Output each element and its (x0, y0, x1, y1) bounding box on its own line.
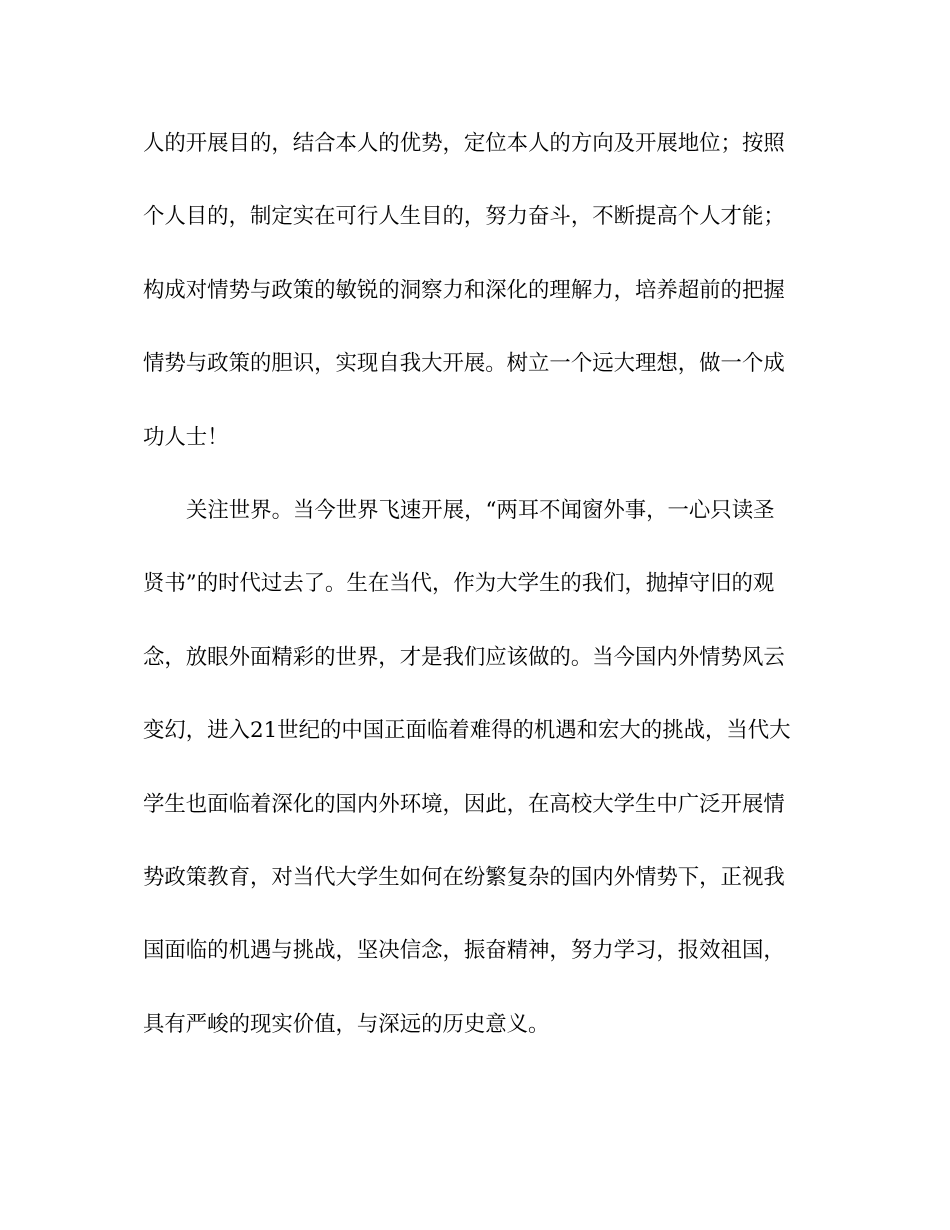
text-line: 构成对情势与政策的敏锐的洞察力和深化的理解力，培养超前的把握 (143, 277, 785, 303)
text-line: 情势与政策的胆识，实现自我大开展。树立一个远大理想，做一个成 (143, 351, 785, 377)
paragraph-2 (143, 483, 808, 1070)
text-line: 念，放眼外面精彩的世界，才是我们应该做的。当今国内外情势风云 (143, 644, 785, 670)
paragraph-1 (143, 116, 808, 483)
text-line: 贤书”的时代过去了。生在当代，作为大学生的我们，抛掉守旧的观 (143, 571, 775, 597)
text-line: 关注世界。当今世界飞速开展，“两耳不闻窗外事，一心只读圣 (186, 497, 775, 523)
text-line: 功人士！ (143, 424, 229, 450)
text-line: 变幻，进入21世纪的中国正面临着难得的机遇和宏大的挑战，当代大 (143, 718, 791, 744)
text-line: 国面临的机遇与挑战，坚决信念，振奋精神，努力学习，报效祖国， (143, 938, 785, 964)
text-line: 势政策教育，对当代大学生如何在纷繁复杂的国内外情势下，正视我 (143, 864, 785, 890)
text-line: 学生也面临着深化的国内外环境，因此，在高校大学生中广泛开展情 (143, 791, 785, 817)
text-line: 个人目的，制定实在可行人生目的，努力奋斗，不断提高个人才能； (143, 204, 785, 230)
document-body (143, 116, 808, 1070)
text-line: 人的开展目的，结合本人的优势，定位本人的方向及开展地位；按照 (143, 131, 785, 156)
text-line: 具有严峻的现实价值，与深远的历史意义。 (143, 1011, 550, 1037)
